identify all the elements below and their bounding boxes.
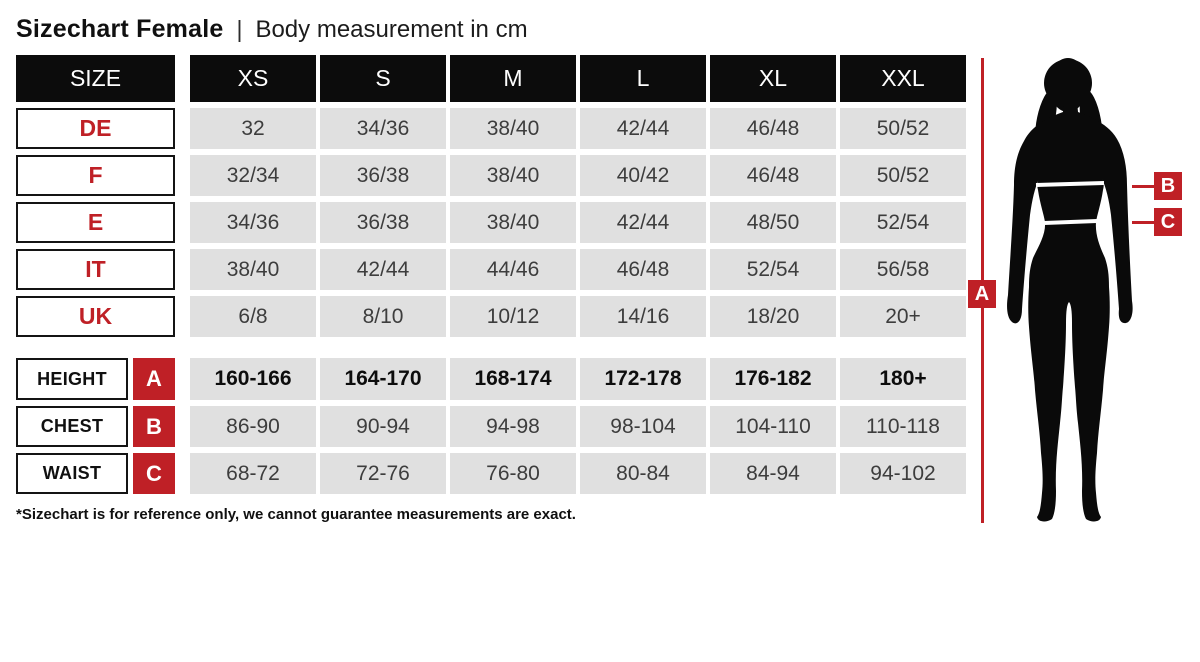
chest-marker-line: [1036, 183, 1104, 185]
measure-cell: 98-104: [580, 406, 706, 447]
measure-cell: 86-90: [190, 406, 316, 447]
row-label-f: F: [16, 155, 175, 196]
size-cell: 46/48: [580, 249, 706, 290]
size-cell: 50/52: [840, 108, 966, 149]
page-subtitle: Body measurement in cm: [255, 16, 528, 43]
size-cell: 36/38: [320, 155, 446, 196]
size-cell: 40/42: [580, 155, 706, 196]
waist-marker-line: [1044, 221, 1097, 223]
measure-cell: 176-182: [710, 358, 836, 400]
column-spacer: [179, 249, 186, 290]
column-spacer: [179, 296, 186, 337]
measure-cell: 104-110: [710, 406, 836, 447]
size-cell: 18/20: [710, 296, 836, 337]
measure-cell: 164-170: [320, 358, 446, 400]
row-label-it: IT: [16, 249, 175, 290]
size-cell: 20+: [840, 296, 966, 337]
size-cell: 10/12: [450, 296, 576, 337]
height-letter-badge: A: [133, 358, 175, 400]
size-cell: 38/40: [190, 249, 316, 290]
size-cell: 34/36: [320, 108, 446, 149]
size-cell: 48/50: [710, 202, 836, 243]
measure-cell: 94-98: [450, 406, 576, 447]
size-cell: 32/34: [190, 155, 316, 196]
measure-cell: 68-72: [190, 453, 316, 494]
row-label-waist: [16, 453, 175, 494]
section-divider: [16, 343, 966, 352]
chest-badge: B: [1154, 172, 1182, 200]
height-badge: A: [968, 280, 996, 308]
size-cell: 38/40: [450, 155, 576, 196]
waist-label: WAIST: [16, 453, 128, 494]
size-cell: 32: [190, 108, 316, 149]
column-spacer: [179, 406, 186, 447]
row-label-e: E: [16, 202, 175, 243]
size-cell: 38/40: [450, 202, 576, 243]
measure-cell: 160-166: [190, 358, 316, 400]
column-spacer: [179, 55, 186, 102]
measure-cell: 90-94: [320, 406, 446, 447]
chest-label: CHEST: [16, 406, 128, 447]
measure-cell: 110-118: [840, 406, 966, 447]
female-silhouette-icon: [1000, 55, 1135, 530]
size-cell: 42/44: [580, 202, 706, 243]
size-cell: 14/16: [580, 296, 706, 337]
waist-letter-badge: C: [133, 453, 175, 494]
chest-pointer-line: [1132, 185, 1154, 188]
col-header-s: S: [320, 55, 446, 102]
row-label-uk: UK: [16, 296, 175, 337]
column-spacer: [179, 108, 186, 149]
col-header-m: M: [450, 55, 576, 102]
column-spacer: [179, 358, 186, 400]
col-header-xl: XL: [710, 55, 836, 102]
chest-letter-badge: B: [133, 406, 175, 447]
size-cell: 46/48: [710, 155, 836, 196]
size-cell: 46/48: [710, 108, 836, 149]
col-header-xs: XS: [190, 55, 316, 102]
col-header-l: L: [580, 55, 706, 102]
size-cell: 36/38: [320, 202, 446, 243]
title-divider: |: [236, 16, 243, 42]
size-cell: 8/10: [320, 296, 446, 337]
size-cell: 42/44: [320, 249, 446, 290]
column-spacer: [179, 453, 186, 494]
measure-cell: 168-174: [450, 358, 576, 400]
measure-cell: 180+: [840, 358, 966, 400]
size-cell: 50/52: [840, 155, 966, 196]
size-cell: 56/58: [840, 249, 966, 290]
size-cell: 52/54: [710, 249, 836, 290]
page-title: Sizechart Female: [16, 15, 224, 43]
size-cell: 6/8: [190, 296, 316, 337]
size-cell: 34/36: [190, 202, 316, 243]
measure-cell: 76-80: [450, 453, 576, 494]
size-cell: 52/54: [840, 202, 966, 243]
height-label: HEIGHT: [16, 358, 128, 400]
column-spacer: [179, 202, 186, 243]
measure-cell: 172-178: [580, 358, 706, 400]
size-cell: 38/40: [450, 108, 576, 149]
size-table: [16, 55, 966, 494]
size-cell: 44/46: [450, 249, 576, 290]
row-label-chest: [16, 406, 175, 447]
disclaimer-text: *Sizechart is for reference only, we cannot guarantee measurements are exact.: [16, 506, 576, 523]
row-label-de: DE: [16, 108, 175, 149]
col-header-xxl: XXL: [840, 55, 966, 102]
page-header: [16, 15, 528, 44]
measure-cell: 84-94: [710, 453, 836, 494]
waist-badge: C: [1154, 208, 1182, 236]
column-spacer: [179, 155, 186, 196]
row-label-height: [16, 358, 175, 400]
col-header-size: SIZE: [16, 55, 175, 102]
measure-cell: 72-76: [320, 453, 446, 494]
measure-cell: 94-102: [840, 453, 966, 494]
measure-cell: 80-84: [580, 453, 706, 494]
waist-pointer-line: [1132, 221, 1154, 224]
size-cell: 42/44: [580, 108, 706, 149]
